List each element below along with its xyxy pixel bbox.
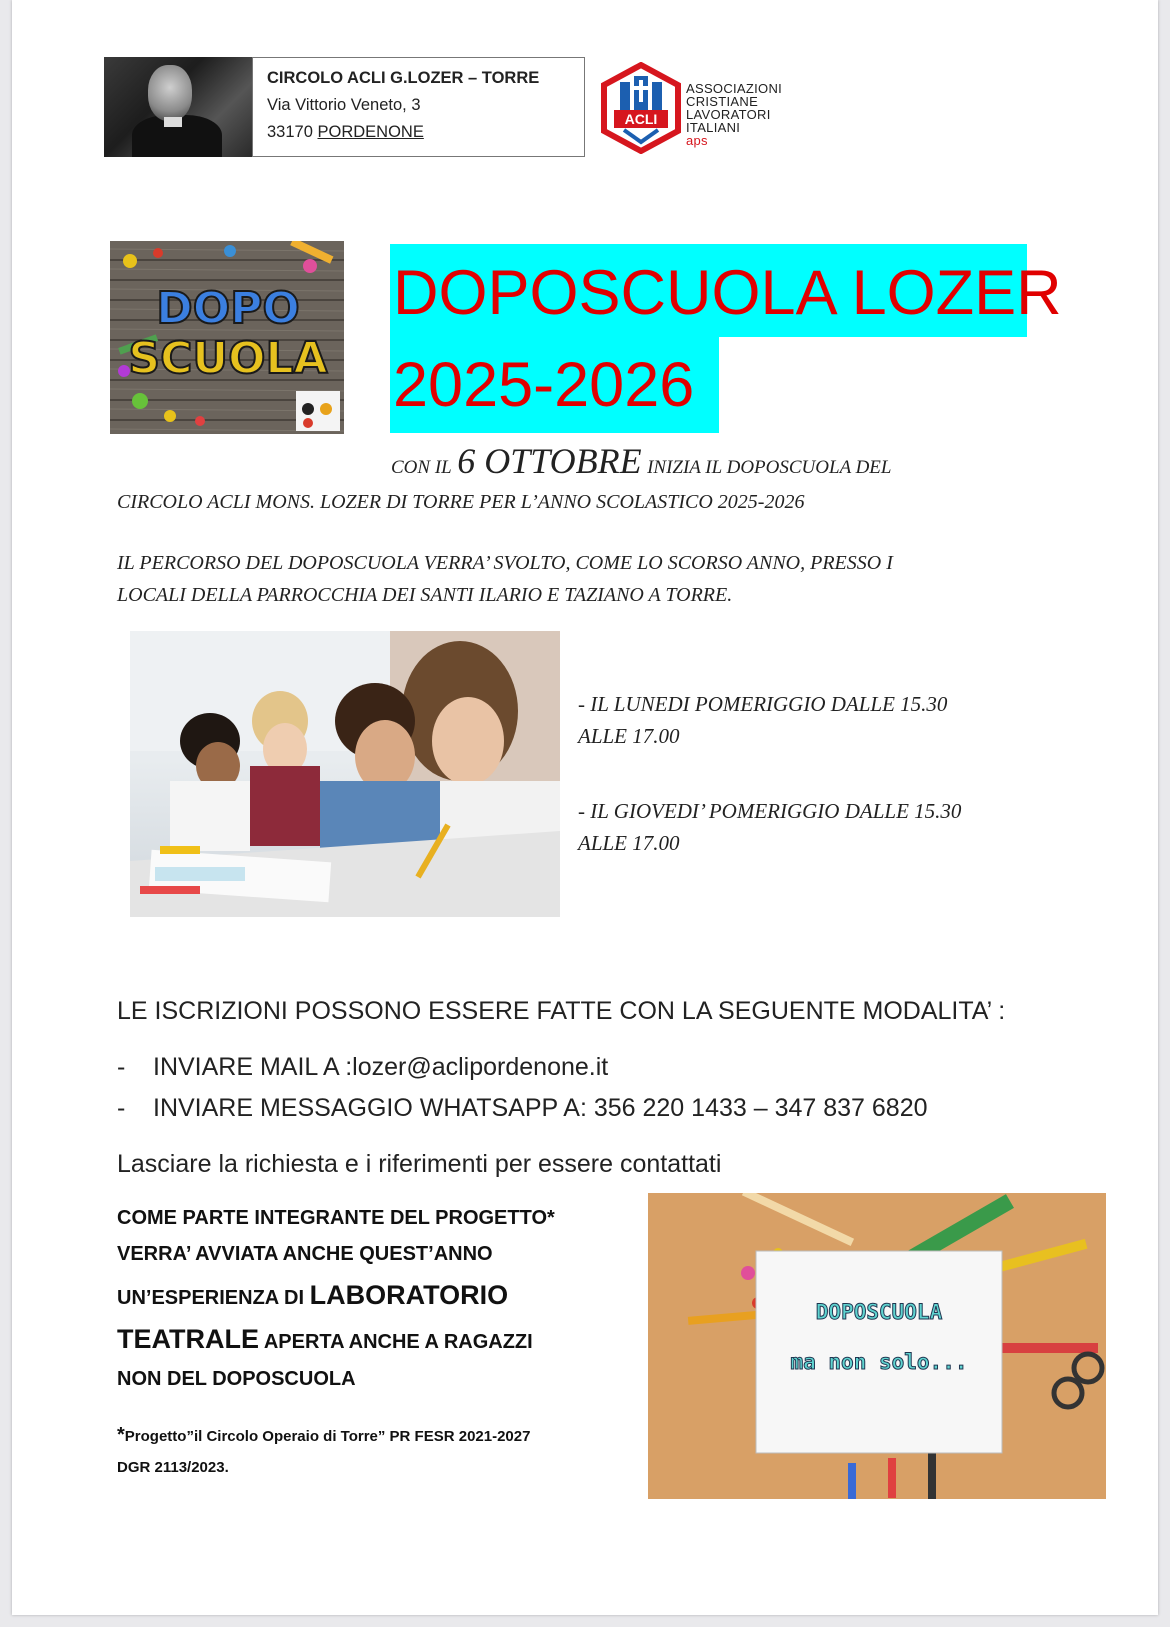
- project-line-3: UN’ESPERIENZA DI LABORATORIO: [117, 1280, 509, 1310]
- schedule-1-line-2: ALLE 17.00: [578, 724, 680, 748]
- project-line-1: COME PARTE INTEGRANTE DEL PROGETTO*: [117, 1207, 555, 1229]
- project-line-2: VERRA’ AVVIATA ANCHE QUEST’ANNO: [117, 1243, 493, 1265]
- footnote-line-1: *Progetto”il Circolo Operaio di Torre” PR FESR 2021-2027: [117, 1424, 531, 1446]
- bullet-whatsapp: INVIARE MESSAGGIO WHATSAPP A: 356 220 1433 – 347 837 6820: [153, 1094, 928, 1122]
- intro-line-2: CIRCOLO ACLI MONS. LOZER DI TORRE PER L’ANNO SCOLASTICO 2025-2026: [117, 491, 805, 513]
- bullet-dash-1: -: [117, 1053, 126, 1081]
- svg-text:ma non solo...: ma non solo...: [790, 1350, 968, 1374]
- bullet-dash-2: -: [117, 1094, 126, 1122]
- org-name: CIRCOLO ACLI G.LOZER – TORRE: [267, 69, 540, 87]
- city-line: 33170 PORDENONE: [267, 123, 424, 141]
- title-line-1: DOPOSCUOLA LOZER: [393, 258, 1062, 328]
- acli-logo-icon: [600, 62, 682, 154]
- intro-para2-line1: IL PERCORSO DEL DOPOSCUOLA VERRA’ SVOLTO, COME LO SCORSO ANNO, PRESSO I: [117, 552, 893, 574]
- acli-wordmark: ASSOCIAZIONI CRISTIANE LAVORATORI ITALIANI aps: [686, 81, 783, 148]
- project-line-4: TEATRALE APERTA ANCHE A RAGAZZI: [117, 1324, 533, 1354]
- schedule-1-line-1: - IL LUNEDI POMERIGGIO DALLE 15.30: [578, 692, 948, 716]
- project-line-5: NON DEL DOPOSCUOLA: [117, 1368, 356, 1390]
- intro-line-1: CON IL 6 OTTOBRE INIZIA IL DOPOSCUOLA DEL: [391, 441, 892, 481]
- schedule-2-line-1: - IL GIOVEDI’ POMERIGGIO DALLE 15.30: [578, 799, 962, 823]
- founder-photo: [104, 57, 252, 157]
- svg-text:DOPO: DOPO: [156, 283, 300, 334]
- footnote-line-2: DGR 2113/2023.: [117, 1459, 229, 1476]
- schedule-2-line-2: ALLE 17.00: [578, 831, 680, 855]
- bullet-email: INVIARE MAIL A :lozer@aclipordenone.it: [153, 1053, 609, 1081]
- svg-text:DOPOSCUOLA: DOPOSCUOLA: [815, 1300, 943, 1324]
- intro-para2-line2: LOCALI DELLA PARROCCHIA DEI SANTI ILARIO E TAZIANO A TORRE.: [117, 584, 733, 606]
- students-photo: [130, 631, 560, 917]
- svg-text:SCUOLA: SCUOLA: [128, 333, 328, 384]
- registration-heading: LE ISCRIZIONI POSSONO ESSERE FATTE CON LA SEGUENTE MODALITA’ :: [117, 997, 1006, 1025]
- title-line-2: 2025-2026: [393, 350, 695, 420]
- contact-note: Lasciare la richiesta e i riferimenti per essere contattati: [117, 1150, 722, 1178]
- doposcuola-image: [110, 241, 344, 434]
- svg-text:ACLI: ACLI: [624, 111, 658, 127]
- street-address: Via Vittorio Veneto, 3: [267, 96, 421, 114]
- doposcuola-ma-non-solo-image: [648, 1193, 1106, 1499]
- address-box: [252, 57, 585, 157]
